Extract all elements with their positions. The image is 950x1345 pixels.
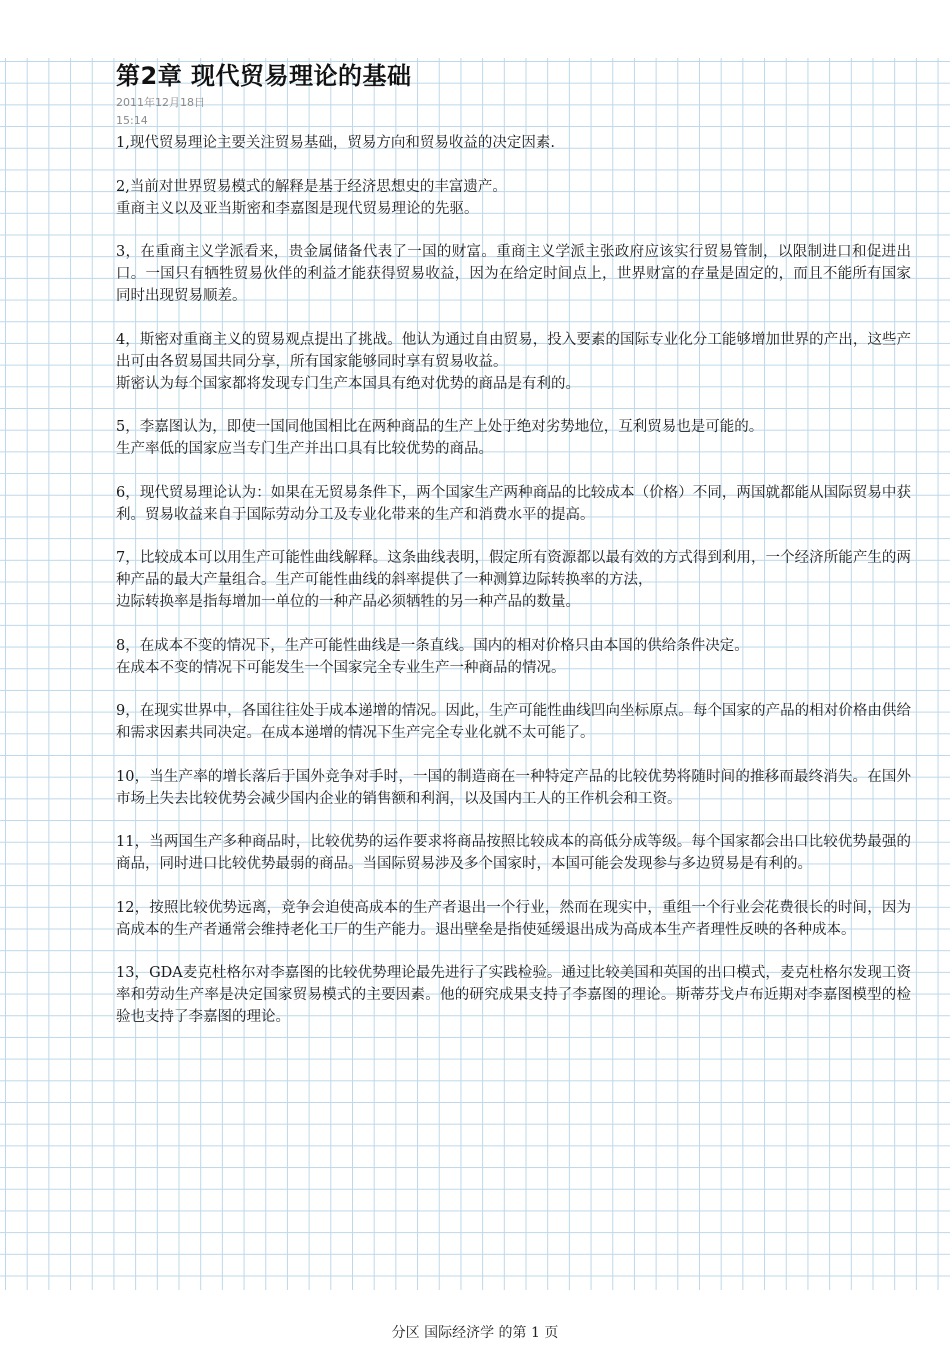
note-date: 2011年12月18日	[116, 96, 205, 109]
paragraph-13: 13，GDA麦克杜格尔对李嘉图的比较优势理论最先进行了实践检验。通过比较美国和英国的出口模式，麦克杜格尔发现工资率和劳动生产率是决定国家贸易模式的主要因素。他的研究成果支持了李嘉图的理论。斯蒂芬戈卢布近期对李嘉图模型的检验也支持了李嘉图的理论。	[116, 965, 911, 1025]
note-time: 15:14	[116, 114, 148, 127]
note-page	[116, 58, 911, 1050]
paragraph-11: 11，当两国生产多种商品时，比较优势的运作要求将商品按照比较成本的高低分成等级。每个国家都会出口比较优势最强的商品，同时进口比较优势最弱的商品。当国际贸易涉及多个国家时，本国可能会发现参与多边贸易是有利的。	[116, 834, 911, 872]
paragraph-5: 5，李嘉图认为，即使一国同他国相比在两种商品的生产上处于绝对劣势地位，互利贸易也是可能的。 生产率低的国家应当专门生产并出口具有比较优势的商品。	[116, 419, 764, 457]
paragraph-6: 6，现代贸易理论认为：如果在无贸易条件下，两个国家生产两种商品的比较成本（价格）不同，两国就都能从国际贸易中获利。贸易收益来自于国际劳动分工及专业化带来的生产和消费水平的提高。	[116, 484, 911, 523]
page-footer: 分区 国际经济学 的第 1 页	[391, 1325, 559, 1341]
paragraph-10: 10，当生产率的增长落后于国外竞争对手时，一国的制造商在一种特定产品的比较优势将随时间的推移而最终消失。在国外市场上失去比较优势会减少国内企业的销售额和利润，以及国内工人的工作机会和工资。	[116, 768, 911, 807]
page-title: 第2章 现代贸易理论的基础	[116, 62, 412, 90]
paragraph-2: 2,当前对世界贸易模式的解释是基于经济思想史的丰富遗产。 重商主义以及亚当斯密和李嘉图是现代贸易理论的先驱。	[116, 178, 507, 217]
paragraph-3: 3，在重商主义学派看来，贵金属储备代表了一国的财富。重商主义学派主张政府应该实行贸易管制，以限制进口和促进出口。一国只有牺牲贸易伙伴的利益才能获得贸易收益，因为在给定时间点上，世界财富的存量是固定的，而且不能所有国家同时出现贸易顺差。	[116, 244, 911, 304]
paragraph-8: 8，在成本不变的情况下，生产可能性曲线是一条直线。国内的相对价格只由本国的供给条件决定。 在成本不变的情况下可能发生一个国家完全专业生产一种商品的情况。	[116, 637, 749, 676]
paragraph-4: 4，斯密对重商主义的贸易观点提出了挑战。他认为通过自由贸易，投入要素的国际专业化分工能够增加世界的产出，这些产出可由各贸易国共同分享，所有国家能够同时享有贸易收益。 斯密认为每个国家都将发现专门生产本国具有绝对优势的商品是有利的。	[116, 331, 911, 392]
paragraph-9: 9，在现实世界中，各国往往处于成本递增的情况。因此，生产可能性曲线凹向坐标原点。每个国家的产品的相对价格由供给和需求因素共同决定。在成本递增的情况下生产完全专业化就不太可能了。	[116, 703, 911, 741]
paragraph-1: 1,现代贸易理论主要关注贸易基础，贸易方向和贸易收益的决定因素.	[116, 135, 555, 151]
paragraph-7: 7，比较成本可以用生产可能性曲线解释。这条曲线表明，假定所有资源都以最有效的方式得到利用，一个经济所能产生的两种产品的最大产量组合。生产可能性曲线的斜率提供了一种测算边际转换率的方法， 边际转换率是指每增加一单位的一种产品必须牺牲的另一种产品的数量。	[116, 550, 911, 610]
paragraph-12: 12，按照比较优势远离，竞争会迫使高成本的生产者退出一个行业，然而在现实中，重组一个行业会花费很长的时间，因为高成本的生产者通常会维持老化工厂的生产能力。退出壁垒是指使延缓退出成为高成本生产者理性反映的各种成本。	[116, 899, 911, 938]
